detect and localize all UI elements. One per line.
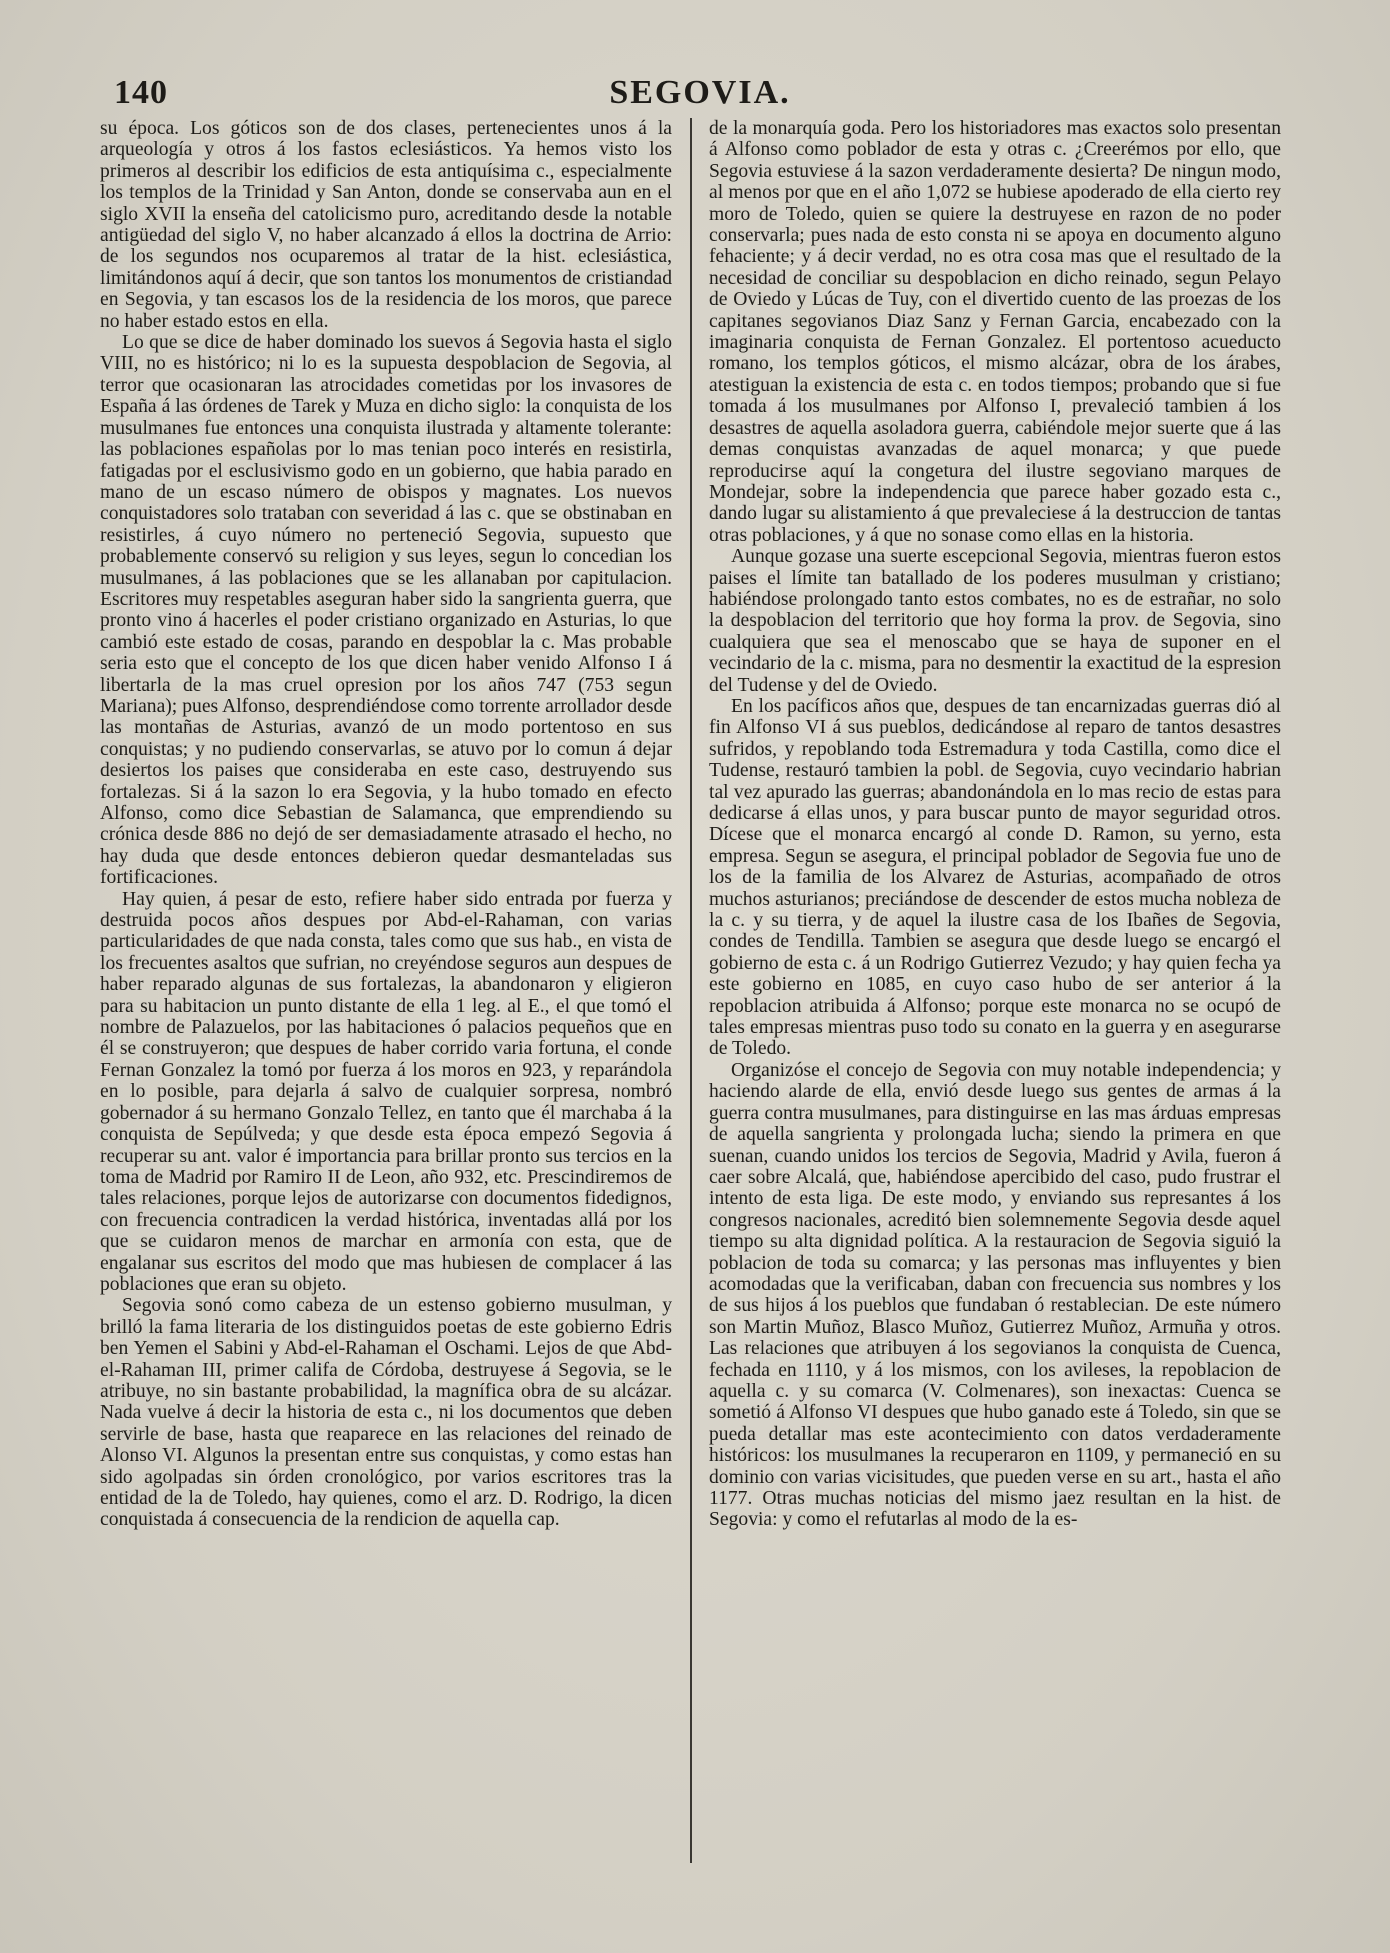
paragraph: su época. Los góticos son de dos clases, pertenecientes unos á la arqueología y otros á los fastos eclesiásticos. Ya hemos visto los primeros al describir los edificios de esta antiquísima c., especialmente los templos de la Trinidad y San Anton, donde se conservaba aun en el siglo XVII la enseña del catolicismo puro, acreditando desde la notable antigüedad del siglo V, no haber alcanzado á ellos la doctrina de Arrio: de los segundos nos ocuparemos al tratar de la hist. eclesiástica, limitándonos aquí á decir, que son tantos los monumentos de cristiandad en Segovia, y tan escasos los de la residencia de los moros, que parece no haber estado estos en ella. <box>100 118 672 332</box>
column-divider <box>690 118 692 1863</box>
paragraph: En los pacíficos años que, despues de tan encarnizadas guerras dió al fin Alfonso VI á sus pueblos, dedicándose al reparo de tantos desastres sufridos, y repoblando toda Estremadura y toda Castilla, como dice el Tudense, restauró tambien la pobl. de Segovia, cuyo vecindario habrian tal vez apurado las guerras; abandonándola en lo mas recio de estas para dedicarse á ellas unos, y para buscar punto de mayor seguridad otros. Dícese que el monarca encargó al conde D. Ramon, su yerno, esta empresa. Segun se asegura, el principal poblador de Segovia fue uno de los de la familia de los Alvarez de Asturias, acompañado de otros muchos asturianos; preciándose de descender de estos mucha nobleza de la c. y su tierra, y de aquel la ilustre casa de los Ibañes de Segovia, condes de Tendilla. Tambien se asegura que desde luego se encargó el gobierno de esta c. á un Rodrigo Gutierrez Vezudo; y hay quien fecha ya este gobierno en 1085, en cuyo caso hubo de ser anterior á la repoblacion atribuida á Alfonso; porque este monarca no se ocupó de tales empresas mientras puso todo su conato en la guerra y en asegurarse de Toledo. <box>709 695 1281 1060</box>
paragraph: Organizóse el concejo de Segovia con muy notable independencia; y haciendo alarde de ella, envió desde luego sus gentes de armas á la guerra contra musulmanes, para distinguirse en las mas árduas empresas de aquella sangrienta y prolongada lucha; siendo la primera en que suenan, cuando unidos los tercios de Segovia, Madrid y Avila, fueron á caer sobre Alcalá, que, habiéndose apercibido del caso, pudo frustrar el intento de esta liga. De este modo, y enviando sus represantes á los congresos nacionales, acreditó bien solemnemente Segovia desde aquel tiempo su alta dignidad política. A la restauracion de Segovia siguió la poblacion de toda su comarca; y las personas mas influyentes y bien acomodadas que la verificaban, daban con frecuencia sus nombres y los de sus hijos á los pueblos que fundaban ó restablecian. De este número son Martin Muñoz, Blasco Muñoz, Gutierrez Muñoz, Armuña y otros. Las relaciones que atribuyen á los segovianos la conquista de Cuenca, fechada en 1110, y á los mismos, con los avileses, la repoblacion de aquella c. y su comarca (V. Colmenares), son inexactas: Cuenca se sometió á Alfonso VI despues que hubo ganado este á Toledo, sin que se pueda detallar mas este acontecimiento con datos verdaderamente históricos: los musulmanes la recuperaron en 1109, y permaneció en su dominio con varias vicisitudes, que pueden verse en su art., hasta el año 1177. Otras muchas noticias del mismo jaez resultan en la hist. de Segovia: y como el refutarlas al modo de la es- <box>709 1059 1281 1531</box>
left-column <box>100 118 672 1878</box>
paragraph: Segovia sonó como cabeza de un estenso gobierno musulman, y brilló la fama literaria de los distinguidos poetas de este gobierno Edris ben Yemen el Sabini y Abd-el-Rahaman el Oschami. Lejos de que Abd-el-Rahaman III, primer califa de Córdoba, destruyese á Segovia, se le atribuye, no sin bastante probabilidad, la magnífica obra de su alcázar. Nada vuelve á decir la historia de esta c., ni los documentos que deben servirle de base, hasta que reaparece en las relaciones del reinado de Alonso VI. Algunos la presentan entre sus conquistas, y como estas han sido agolpadas sin órden cronológico, por varios escritores tras la entidad de la de Toledo, hay quienes, como el arz. D. Rodrigo, la dicen conquistada á consecuencia de la rendicion de aquella cap. <box>100 1295 672 1531</box>
page-number: 140 <box>114 74 168 111</box>
right-column <box>709 118 1281 1878</box>
paragraph: Aunque gozase una suerte escepcional Segovia, mientras fueron estos paises el límite tan batallado de los poderes musulman y cristiano; habiéndose prolongado tanto estos combates, no es de estrañar, no solo la despoblacion del territorio que hoy forma la prov. de Segovia, sino cualquiera que sea el menoscabo que se haya de suponer en el vecindario de la c. misma, para no desmentir la exactitud de la espresion del Tudense y del de Oviedo. <box>709 546 1281 696</box>
running-title: SEGOVIA. <box>609 74 791 111</box>
paragraph: Lo que se dice de haber dominado los suevos á Segovia hasta el siglo VIII, no es histórico; ni lo es la supuesta despoblacion de Segovia, al terror que ocasionaran las atrocidades cometidas por los invasores de España á las órdenes de Tarek y Muza en dicho siglo: la conquista de los musulmanes fue entonces una conquista ilustrada y altamente tolerante: las poblaciones españolas por lo mas tenian poco interés en resistirla, fatigadas por el esclusivismo godo en un gobierno, que habia parado en mano de un escaso número de obispos y magnates. Los nuevos conquistadores solo trataban con severidad á las c. que se obstinaban en resistirles, á cuyo número no perteneció Segovia, supuesto que probablemente conservó su religion y sus leyes, segun lo concedian los musulmanes, á las poblaciones que se les allanaban por capitulacion. Escritores muy respetables aseguran haber sido la sangrienta guerra, que pronto vino á hacerles el poder cristiano organizado en Asturias, lo que cambió este estado de cosas, parando en despoblar la c. Mas probable seria esto que el concepto de los que dicen haber venido Alfonso I á libertarla de la mas cruel opresion por los años 747 (753 segun Mariana); pues Alfonso, desprendiéndose como torrente arrollador desde las montañas de Asturias, avanzó de un modo portentoso en sus conquistas; y no pudiendo conservarlas, se atuvo por lo comun á dejar desiertos los paises que consideraba en este caso, destruyendo sus fortalezas. Si á la sazon lo era Segovia, y la hubo tomado en efecto Alfonso, como dice Sebastian de Salamanca, que emprendiendo su crónica desde 886 no dejó de ser demasiadamente atrasado el hecho, no hay duda que desde entonces debieron quedar desmanteladas sus fortificaciones. <box>100 332 672 889</box>
paragraph: de la monarquía goda. Pero los historiadores mas exactos solo presentan á Alfonso como poblador de esta y otras c. ¿Creerémos por ello, que Segovia estuviese á la sazon verdaderamente desierta? De ningun modo, al menos por que en el año 1,072 se hubiese apoderado de ella cierto rey moro de Toledo, quien se quiere la destruyese en razon de no poder conservarla; pues nada de esto consta ni se apoya en documento alguno fehaciente; y á decir verdad, no es otra cosa mas que el resultado de la necesidad de conciliar su despoblacion en dicho reinado, segun Pelayo de Oviedo y Lúcas de Tuy, con el divertido cuento de las proezas de los capitanes segovianos Diaz Sanz y Fernan Garcia, encabezado con la imaginaria conquista de Fernan Gonzalez. El portentoso acueducto romano, los templos góticos, el mismo alcázar, obra de los árabes, atestiguan la existencia de esta c. en todos tiempos; probando que si fue tomada á los musulmanes por Alfonso I, prevaleció tambien á los desastres de aquella asoladora guerra, cabiéndole mejor suerte que á las demas conquistas avanzadas de aquel monarca; y que puede reproducirse aquí la congetura del ilustre segoviano marques de Mondejar, sobre la independencia que parece haber gozado esta c., dando lugar su alistamiento á que prevaleciese á la destruccion de tantas otras poblaciones, y á que no sonase como ellas en la historia. <box>709 118 1281 546</box>
page-header <box>110 68 1290 124</box>
paragraph: Hay quien, á pesar de esto, refiere haber sido entrada por fuerza y destruida pocos años despues por Abd-el-Rahaman, con varias particularidades de que nada consta, tales como que sus hab., en vista de los frecuentes asaltos que sufrian, no creyéndose seguros aun despues de haber reparado algunas de sus fortalezas, la abandonaron y eligieron para su habitacion un punto distante de ella 1 leg. al E., el que tomó el nombre de Palazuelos, por las habitaciones ó palacios pequeños que en él se construyeron; que despues de haber corrido varia fortuna, el conde Fernan Gonzalez la tomó por fuerza á los moros en 923, y reparándola en lo posible, para dejarla á salvo de cualquier sorpresa, nombró gobernador á su hermano Gonzalo Tellez, en tanto que él marchaba á la conquista de Sepúlveda; y que desde esta época empezó Segovia á recuperar su ant. valor é importancia para brillar pronto sus tercios en la toma de Madrid por Ramiro II de Leon, año 932, etc. Prescindiremos de tales relaciones, porque lejos de autorizarse con documentos fidedignos, con frecuencia contradicen la verdad histórica, inventadas allá por los que se cuidaron menos de marchar en armonía con esta, que de engalanar sus escritos del modo que mas hubiesen de complacer á las poblaciones que eran su objeto. <box>100 888 672 1295</box>
